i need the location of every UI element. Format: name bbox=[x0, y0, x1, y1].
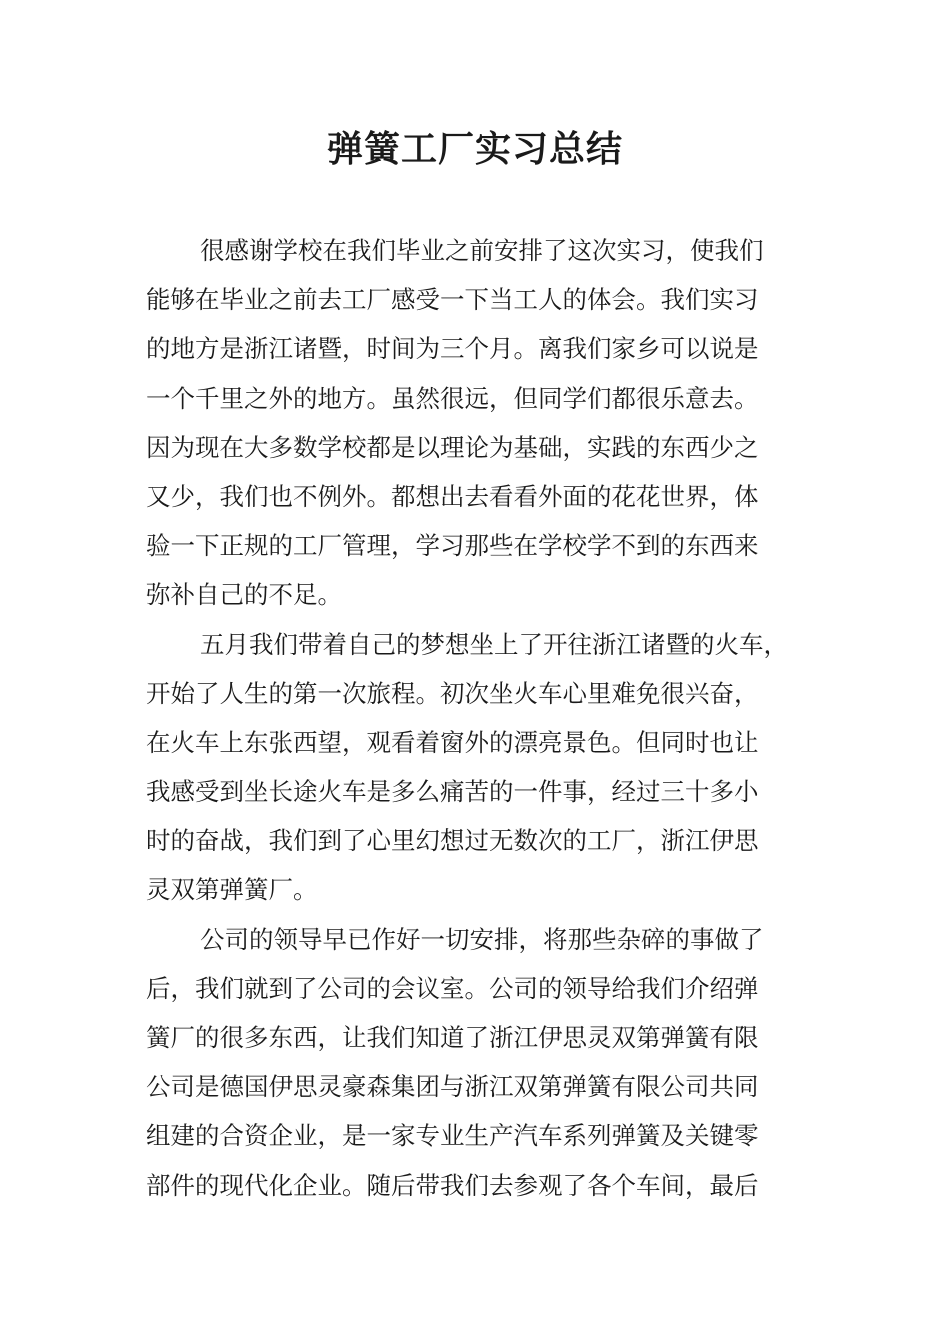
paragraph-line: 一个千里之外的地方。虽然很远，但同学们都很乐意去。 bbox=[146, 383, 759, 413]
paragraph-line: 簧厂的很多东西，让我们知道了浙江伊思灵双第弹簧有限 bbox=[146, 1023, 759, 1052]
document-title: 弹簧工厂实习总结 bbox=[326, 129, 623, 170]
paragraph-line: 因为现在大多数学校都是以理论为基础，实践的东西少之 bbox=[146, 432, 759, 462]
paragraph-line: 能够在毕业之前去工厂感受一下当工人的体会。我们实习 bbox=[146, 285, 759, 315]
paragraph-line: 在火车上东张西望，观看着窗外的漂亮景色。但同时也让 bbox=[146, 727, 759, 757]
paragraph-line: 很感谢学校在我们毕业之前安排了这次实习，使我们 bbox=[200, 236, 764, 265]
paragraph-line: 开始了人生的第一次旅程。初次坐火车心里难免很兴奋， bbox=[146, 678, 759, 708]
paragraph-line: 又少，我们也不例外。都想出去看看外面的花花世界，体 bbox=[146, 481, 759, 511]
paragraph-line: 公司是德国伊思灵豪森集团与浙江双第弹簧有限公司共同 bbox=[146, 1072, 759, 1102]
paragraph-line: 弥补自己的不足。 bbox=[146, 580, 342, 610]
paragraph-line: 公司的领导早已作好一切安排，将那些杂碎的事做了 bbox=[200, 924, 764, 954]
document-body bbox=[146, 226, 816, 1210]
paragraph bbox=[146, 226, 816, 620]
paragraph-line: 我感受到坐长途火车是多么痛苦的一件事，经过三十多小 bbox=[146, 777, 759, 807]
paragraph-line: 时的奋战，我们到了心里幻想过无数次的工厂，浙江伊思 bbox=[146, 826, 759, 856]
paragraph-line: 部件的现代化企业。随后带我们去参观了各个车间，最后 bbox=[146, 1170, 759, 1200]
paragraph-line: 五月我们带着自己的梦想坐上了开往浙江诸暨的火车， bbox=[200, 629, 788, 659]
paragraph-line: 的地方是浙江诸暨，时间为三个月。离我们家乡可以说是 bbox=[146, 334, 759, 364]
paragraph-line: 组建的合资企业，是一家专业生产汽车系列弹簧及关键零 bbox=[146, 1121, 759, 1151]
paragraph-line: 验一下正规的工厂管理，学习那些在学校学不到的东西来 bbox=[146, 531, 759, 561]
paragraph bbox=[146, 915, 816, 1210]
paragraph-line: 后，我们就到了公司的会议室。公司的领导给我们介绍弹 bbox=[146, 973, 759, 1003]
paragraph bbox=[146, 620, 816, 915]
paragraph-line: 灵双第弹簧厂。 bbox=[146, 875, 318, 905]
